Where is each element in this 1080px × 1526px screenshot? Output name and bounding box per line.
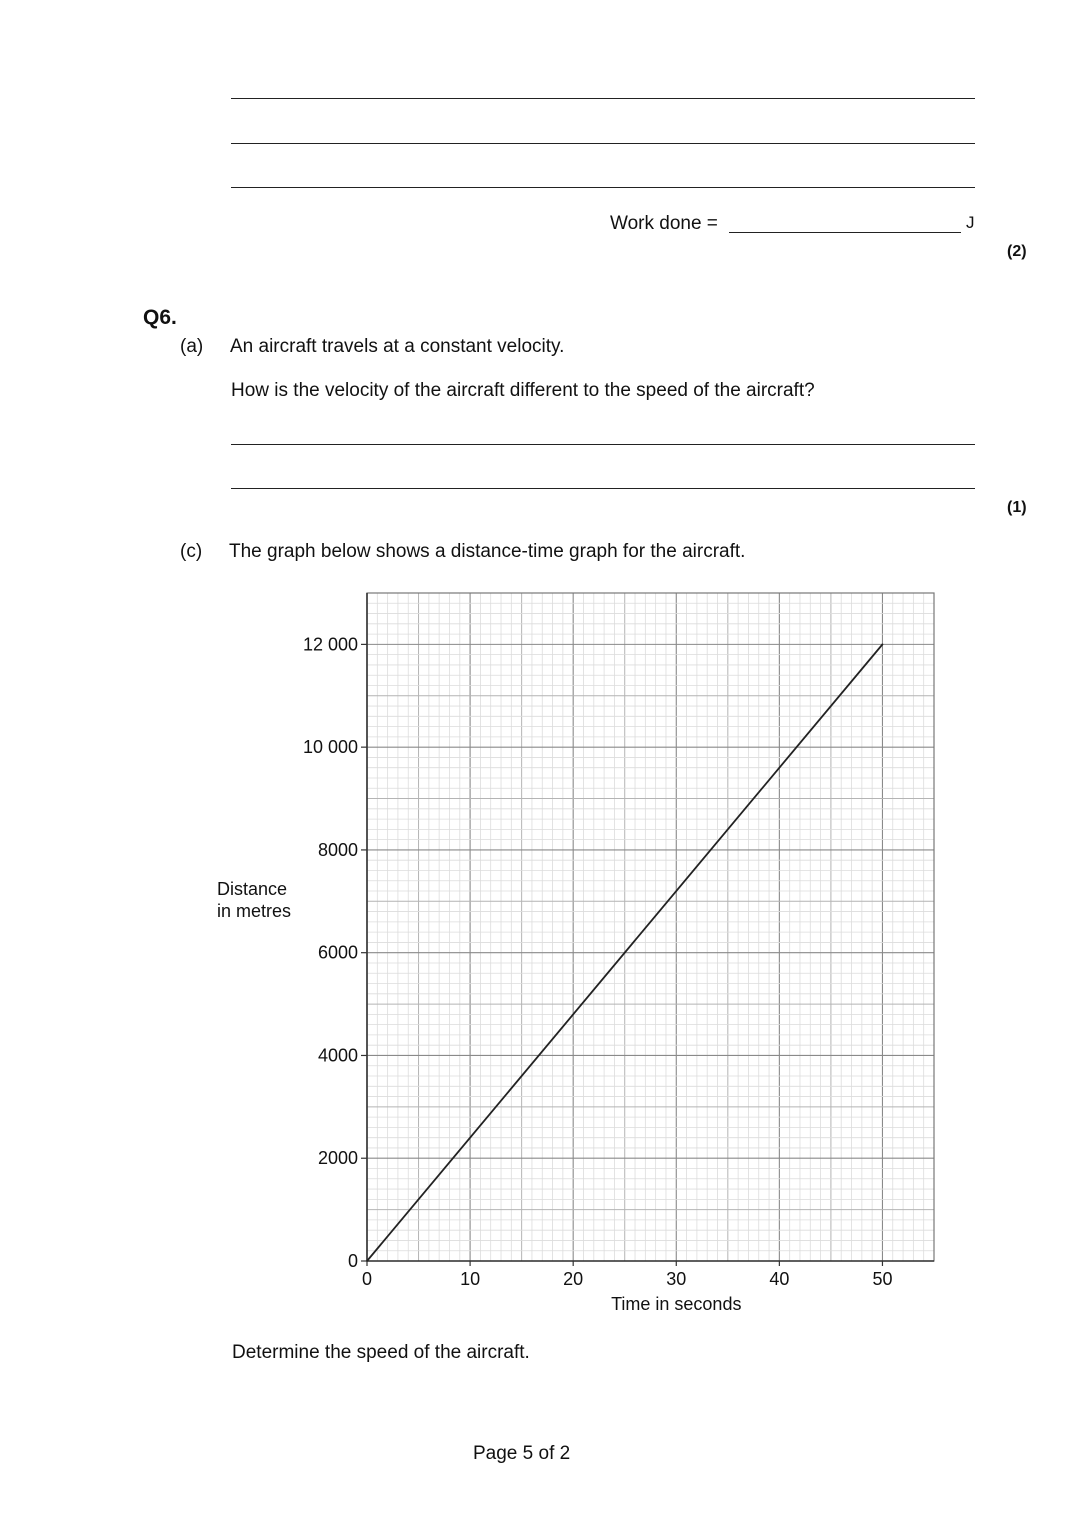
work-done-label: Work done = xyxy=(610,213,718,234)
graph-grid xyxy=(367,593,934,1261)
x-axis-title: Time in seconds xyxy=(611,1294,742,1314)
part-c-statement: The graph below shows a distance-time graph for the aircraft. xyxy=(229,541,746,562)
part-a-statement: An aircraft travels at a constant velocity. xyxy=(230,336,565,357)
x-tick-label: 40 xyxy=(769,1269,790,1289)
x-tick-label: 20 xyxy=(563,1269,584,1289)
y-tick-label: 2000 xyxy=(317,1148,358,1169)
part-a-label: (a) xyxy=(180,336,204,357)
plot-frame xyxy=(367,593,934,1261)
series-point xyxy=(366,1260,368,1262)
x-tick-label: 30 xyxy=(666,1269,687,1289)
y-tick-label: 4000 xyxy=(317,1045,358,1066)
series-point xyxy=(882,643,884,645)
y-tick-label: 12 000 xyxy=(302,634,358,655)
x-tick-label: 50 xyxy=(872,1269,893,1289)
part-a-question: How is the velocity of the aircraft different to the speed of the aircraft? xyxy=(231,380,815,401)
graph-labels xyxy=(217,634,892,1314)
y-tick-label: 10 000 xyxy=(302,737,358,758)
y-axis-title-line: in metres xyxy=(217,901,292,921)
page-number: Page 5 of 2 xyxy=(473,1443,571,1464)
part-c-label: (c) xyxy=(180,541,203,562)
marks-part-a: (1) xyxy=(1007,499,1027,516)
y-axis-title-line: Distance xyxy=(217,879,288,899)
work-done-unit: J xyxy=(966,213,975,232)
question-number: Q6. xyxy=(143,306,177,329)
y-tick-label: 6000 xyxy=(317,942,358,963)
y-tick-label: 0 xyxy=(347,1251,358,1271)
x-tick-label: 10 xyxy=(460,1269,481,1289)
x-tick-label: 0 xyxy=(361,1269,373,1289)
y-tick-label: 8000 xyxy=(317,839,358,860)
part-c-question: Determine the speed of the aircraft. xyxy=(232,1342,530,1363)
marks-prev-question: (2) xyxy=(1007,243,1027,260)
